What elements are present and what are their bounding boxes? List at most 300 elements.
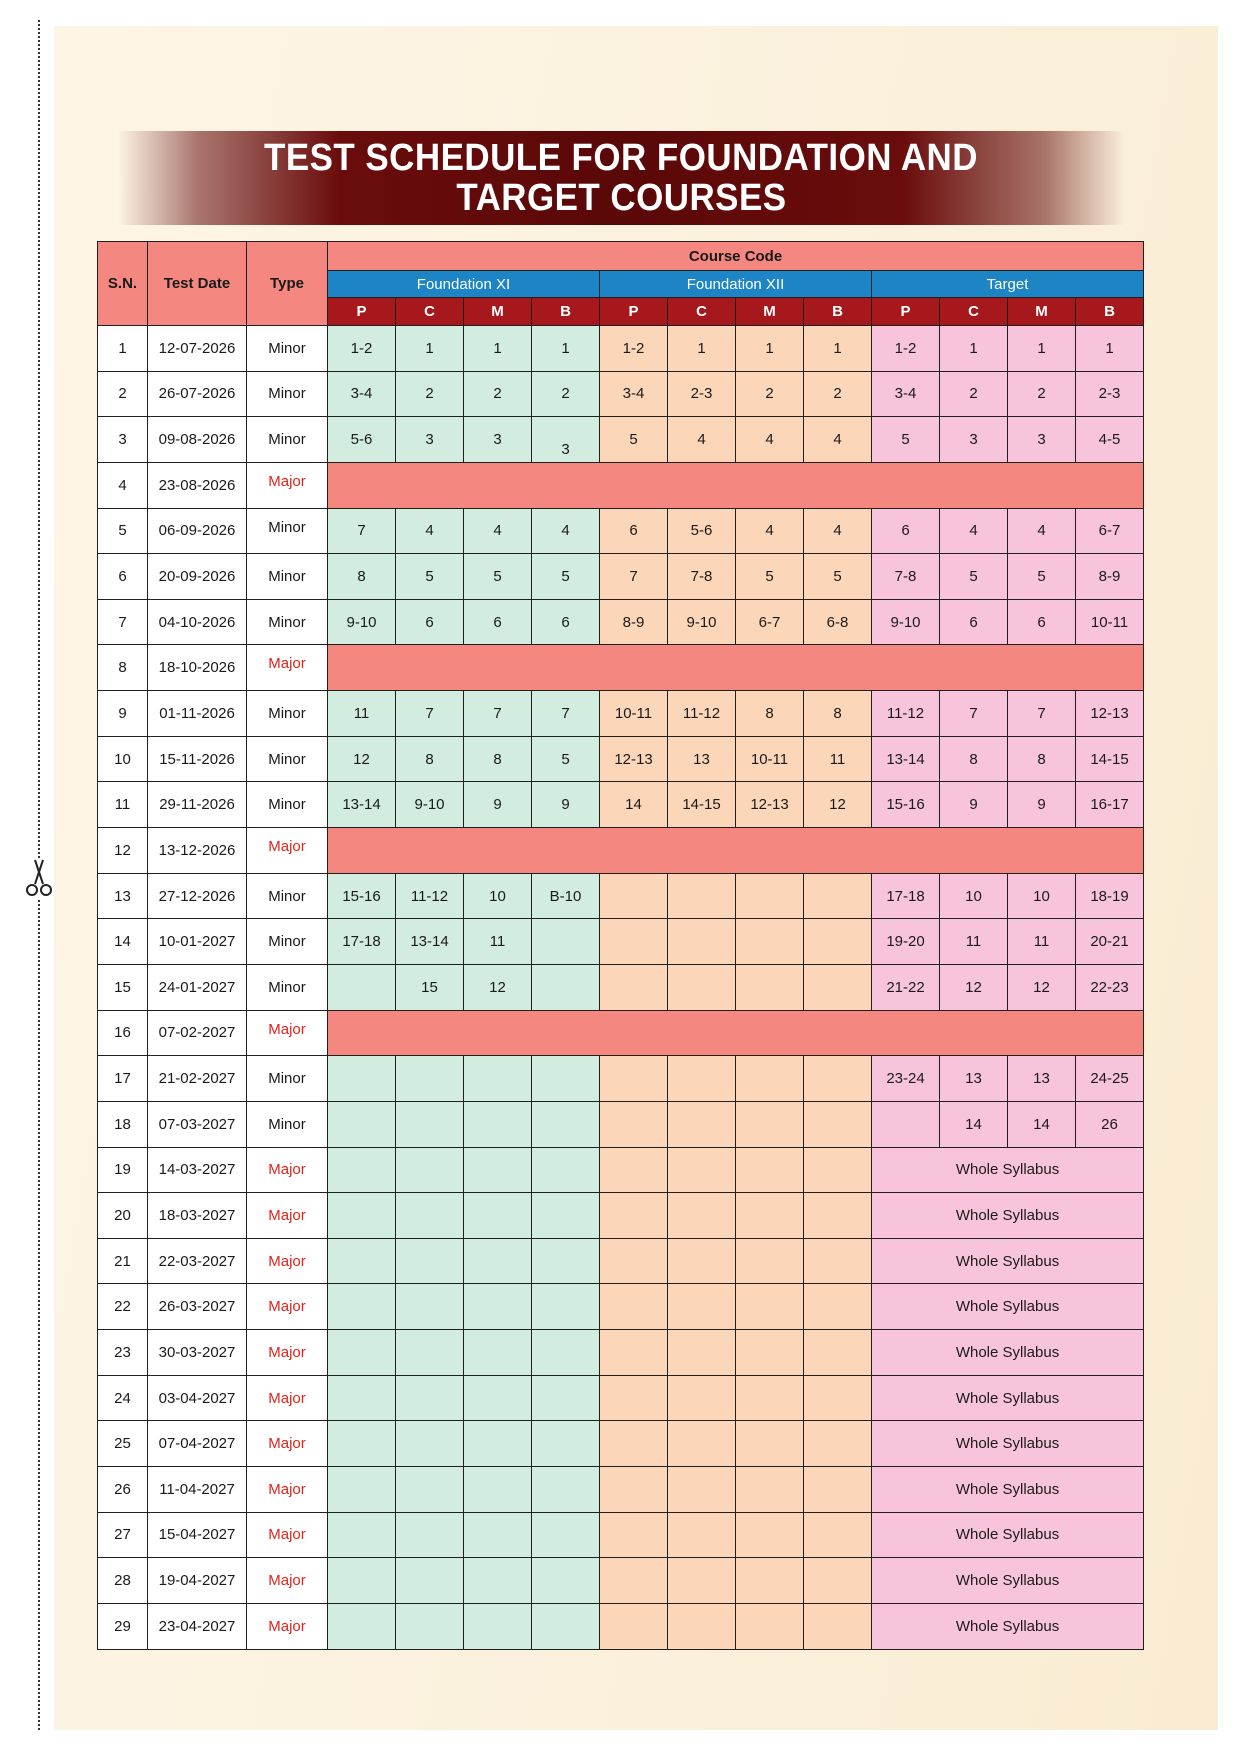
cell-type: Major: [247, 1603, 328, 1649]
cell-course-code: [532, 1421, 600, 1467]
header-subject: M: [736, 298, 804, 326]
cell-course-code: 14: [1008, 1101, 1076, 1147]
cell-test-date: 26-03-2027: [148, 1284, 247, 1330]
cell-course-code: 15-16: [872, 782, 940, 828]
cell-sn: 12: [98, 828, 148, 874]
cell-whole-syllabus: Whole Syllabus: [872, 1147, 1144, 1193]
cell-course-code: [532, 1238, 600, 1284]
cell-course-code: 6-7: [1076, 508, 1144, 554]
cell-course-code: 9: [532, 782, 600, 828]
cell-type: Minor: [247, 599, 328, 645]
cell-test-date: 26-07-2026: [148, 371, 247, 417]
cell-course-code: 11-12: [396, 873, 464, 919]
header-subject: P: [328, 298, 396, 326]
cell-course-code: 21-22: [872, 964, 940, 1010]
cell-course-code: [396, 1467, 464, 1513]
cell-course-code: 3: [940, 417, 1008, 463]
cell-course-code: 6-7: [736, 599, 804, 645]
cell-course-code: [736, 1284, 804, 1330]
header-test-date: Test Date: [148, 242, 247, 326]
cell-course-code: 5: [872, 417, 940, 463]
table-row: [98, 1603, 1144, 1649]
cell-course-code: [532, 1558, 600, 1604]
cell-course-code: 1: [940, 326, 1008, 372]
cell-course-code: [532, 1056, 600, 1102]
cell-course-code: [396, 1147, 464, 1193]
header-subject: C: [668, 298, 736, 326]
cell-type: Major: [247, 1467, 328, 1513]
cell-course-code: 26: [1076, 1101, 1144, 1147]
cell-test-date: 23-08-2026: [148, 462, 247, 508]
cell-course-code: 5: [600, 417, 668, 463]
cell-course-code: [804, 1193, 872, 1239]
cell-course-code: 15-16: [328, 873, 396, 919]
cell-course-code: 5: [464, 554, 532, 600]
cell-type: Minor: [247, 417, 328, 463]
table-row: [98, 599, 1144, 645]
cell-course-code: [328, 1375, 396, 1421]
cell-course-code: 8: [464, 736, 532, 782]
cell-course-code: 5: [1008, 554, 1076, 600]
cell-course-code: [600, 919, 668, 965]
cell-course-code: [396, 1238, 464, 1284]
cell-course-code: 9-10: [328, 599, 396, 645]
table-row: [98, 508, 1144, 554]
cell-sn: 10: [98, 736, 148, 782]
cell-course-code: [736, 1375, 804, 1421]
cell-course-code: [532, 919, 600, 965]
cell-course-code: [396, 1056, 464, 1102]
cell-course-code: [600, 873, 668, 919]
cell-type: Major: [247, 828, 328, 874]
cell-course-code: [532, 1193, 600, 1239]
cell-course-code: [464, 1147, 532, 1193]
cell-test-date: 09-08-2026: [148, 417, 247, 463]
cell-sn: 8: [98, 645, 148, 691]
cell-course-code: 4: [1008, 508, 1076, 554]
cell-test-date: 14-03-2027: [148, 1147, 247, 1193]
cell-type: Minor: [247, 873, 328, 919]
cell-course-code: 8: [328, 554, 396, 600]
cell-course-code: [600, 1284, 668, 1330]
cell-sn: 11: [98, 782, 148, 828]
cell-type: Major: [247, 1512, 328, 1558]
cell-course-code: 14-15: [668, 782, 736, 828]
cell-course-code: 4: [804, 417, 872, 463]
cell-course-code: 4: [736, 508, 804, 554]
cell-type: Major: [247, 1147, 328, 1193]
table-row: [98, 1010, 1144, 1056]
cell-course-code: 1: [736, 326, 804, 372]
table-row: [98, 919, 1144, 965]
cell-course-code: 10-11: [600, 691, 668, 737]
cell-course-code: [804, 1147, 872, 1193]
cell-course-code: 11: [1008, 919, 1076, 965]
cell-course-code: [804, 1238, 872, 1284]
cell-course-code: [804, 919, 872, 965]
cell-sn: 18: [98, 1101, 148, 1147]
cell-course-code: 9-10: [872, 599, 940, 645]
cell-course-code: 12: [1008, 964, 1076, 1010]
table-row: [98, 691, 1144, 737]
cell-course-code: 12: [464, 964, 532, 1010]
table-row: [98, 462, 1144, 508]
cell-course-code: [396, 1284, 464, 1330]
cell-course-code: [736, 1238, 804, 1284]
cell-test-date: 10-01-2027: [148, 919, 247, 965]
cell-course-code: 5: [804, 554, 872, 600]
page-title-line-2: TARGET COURSES: [455, 177, 787, 219]
header-course-code: Course Code: [328, 242, 1144, 271]
cell-course-code: 1: [464, 326, 532, 372]
cell-course-code: 11: [940, 919, 1008, 965]
cell-course-code: [532, 1101, 600, 1147]
cell-test-date: 03-04-2027: [148, 1375, 247, 1421]
cell-test-date: 20-09-2026: [148, 554, 247, 600]
cell-course-code: 23-24: [872, 1056, 940, 1102]
cell-course-code: [464, 1375, 532, 1421]
cell-course-code: [464, 1284, 532, 1330]
cell-course-code: [396, 1421, 464, 1467]
cell-course-code: [736, 964, 804, 1010]
cell-course-code: 2: [396, 371, 464, 417]
cell-course-code: [464, 1467, 532, 1513]
cell-type: Major: [247, 1421, 328, 1467]
cell-course-code: 8-9: [1076, 554, 1144, 600]
cell-sn: 3: [98, 417, 148, 463]
cell-course-code: [600, 1375, 668, 1421]
cell-type: Major: [247, 1375, 328, 1421]
cell-sn: 17: [98, 1056, 148, 1102]
cell-course-code: 13-14: [396, 919, 464, 965]
cell-course-code: [464, 1603, 532, 1649]
cell-course-code: 3: [1008, 417, 1076, 463]
cell-type: Major: [247, 1238, 328, 1284]
cell-sn: 25: [98, 1421, 148, 1467]
cell-type: Major: [247, 1284, 328, 1330]
cell-course-code: [328, 964, 396, 1010]
cell-course-code: [736, 1056, 804, 1102]
cell-course-code: 4: [940, 508, 1008, 554]
cell-course-code: 17-18: [872, 873, 940, 919]
cell-test-date: 11-04-2027: [148, 1467, 247, 1513]
cell-test-date: 21-02-2027: [148, 1056, 247, 1102]
cell-course-code: 8: [804, 691, 872, 737]
cell-course-code: [804, 1056, 872, 1102]
cell-course-code: [328, 1330, 396, 1376]
cell-course-code: [668, 1603, 736, 1649]
cell-course-code: [736, 919, 804, 965]
cell-course-code: [328, 1101, 396, 1147]
cell-course-code: 11: [328, 691, 396, 737]
cell-course-code: [328, 1238, 396, 1284]
cell-sn: 22: [98, 1284, 148, 1330]
cell-course-code: [804, 1284, 872, 1330]
cell-course-code: 6: [1008, 599, 1076, 645]
cell-whole-syllabus: Whole Syllabus: [872, 1375, 1144, 1421]
cell-course-code: 8: [736, 691, 804, 737]
cell-course-code: 22-23: [1076, 964, 1144, 1010]
table-row: [98, 326, 1144, 372]
cell-course-code: 1: [1076, 326, 1144, 372]
table-row: [98, 964, 1144, 1010]
cell-course-code: [464, 1421, 532, 1467]
cell-type: Major: [247, 1010, 328, 1056]
cell-course-code: [328, 1147, 396, 1193]
cell-course-code: 9: [464, 782, 532, 828]
cell-course-code: 6: [532, 599, 600, 645]
cell-test-date: 13-12-2026: [148, 828, 247, 874]
cell-course-code: B-10: [532, 873, 600, 919]
cell-course-code: 6: [464, 599, 532, 645]
cell-course-code: [464, 1330, 532, 1376]
scissors-icon: [24, 858, 54, 900]
cell-course-code: 4-5: [1076, 417, 1144, 463]
cell-course-code: 20-21: [1076, 919, 1144, 965]
cell-type: Minor: [247, 964, 328, 1010]
cell-course-code: 11: [804, 736, 872, 782]
cell-course-code: 17-18: [328, 919, 396, 965]
cell-course-code: [532, 1512, 600, 1558]
cell-course-code: 11-12: [668, 691, 736, 737]
cell-course-code: [600, 1421, 668, 1467]
cell-sn: 19: [98, 1147, 148, 1193]
table-row: [98, 1421, 1144, 1467]
cell-course-code: 5-6: [328, 417, 396, 463]
cell-course-code: [804, 1330, 872, 1376]
cell-course-code: 12-13: [600, 736, 668, 782]
cell-course-code: [600, 1603, 668, 1649]
cell-course-code: [668, 964, 736, 1010]
cell-course-code: [872, 1101, 940, 1147]
table-row: [98, 1147, 1144, 1193]
table-row: [98, 1193, 1144, 1239]
cell-whole-syllabus: Whole Syllabus: [872, 1238, 1144, 1284]
cell-course-code: [396, 1101, 464, 1147]
cell-course-code: 7: [532, 691, 600, 737]
cell-course-code: 6: [872, 508, 940, 554]
cell-course-code: [396, 1330, 464, 1376]
cell-course-code: [328, 1467, 396, 1513]
header-subject: B: [532, 298, 600, 326]
table-row: [98, 1467, 1144, 1513]
cell-course-code: [328, 1193, 396, 1239]
major-test-band: [328, 1010, 1144, 1056]
table-row: [98, 1558, 1144, 1604]
cell-course-code: 6-8: [804, 599, 872, 645]
cell-type: Minor: [247, 736, 328, 782]
cell-course-code: 12: [940, 964, 1008, 1010]
cell-course-code: 11: [464, 919, 532, 965]
cell-whole-syllabus: Whole Syllabus: [872, 1603, 1144, 1649]
cell-course-code: 7: [396, 691, 464, 737]
cell-course-code: [396, 1603, 464, 1649]
cell-course-code: [532, 1603, 600, 1649]
cell-course-code: [668, 1512, 736, 1558]
cell-course-code: [396, 1512, 464, 1558]
cell-course-code: 5: [940, 554, 1008, 600]
cell-course-code: 4: [804, 508, 872, 554]
title-band: [118, 131, 1124, 225]
cell-course-code: [668, 1147, 736, 1193]
table-row: [98, 417, 1144, 463]
test-schedule-table: [97, 241, 1144, 1650]
cell-whole-syllabus: Whole Syllabus: [872, 1467, 1144, 1513]
header-target: Target: [872, 271, 1144, 298]
cell-test-date: 07-04-2027: [148, 1421, 247, 1467]
cell-course-code: [668, 1193, 736, 1239]
cell-course-code: [600, 1558, 668, 1604]
table-row: [98, 371, 1144, 417]
cell-course-code: 9-10: [668, 599, 736, 645]
cell-course-code: 15: [396, 964, 464, 1010]
cell-course-code: 10: [1008, 873, 1076, 919]
header-subject: M: [1008, 298, 1076, 326]
cell-sn: 16: [98, 1010, 148, 1056]
cell-test-date: 18-10-2026: [148, 645, 247, 691]
cell-course-code: 1: [804, 326, 872, 372]
cell-course-code: 4: [464, 508, 532, 554]
cell-course-code: 12: [328, 736, 396, 782]
cell-sn: 26: [98, 1467, 148, 1513]
cell-course-code: [668, 1330, 736, 1376]
cell-course-code: 10-11: [736, 736, 804, 782]
cell-course-code: [736, 1193, 804, 1239]
cell-course-code: 10-11: [1076, 599, 1144, 645]
cell-course-code: [736, 1147, 804, 1193]
header-subject: C: [940, 298, 1008, 326]
cell-test-date: 06-09-2026: [148, 508, 247, 554]
cell-sn: 9: [98, 691, 148, 737]
cell-course-code: [600, 1330, 668, 1376]
cell-course-code: 7-8: [668, 554, 736, 600]
cell-course-code: [328, 1558, 396, 1604]
cell-course-code: 3: [396, 417, 464, 463]
cell-type: Minor: [247, 1101, 328, 1147]
cell-sn: 1: [98, 326, 148, 372]
cell-test-date: 23-04-2027: [148, 1603, 247, 1649]
cell-course-code: [736, 1421, 804, 1467]
cell-course-code: [736, 1101, 804, 1147]
cell-course-code: 12: [804, 782, 872, 828]
cell-test-date: 15-11-2026: [148, 736, 247, 782]
cell-course-code: [668, 1056, 736, 1102]
header-subject: M: [464, 298, 532, 326]
cell-sn: 6: [98, 554, 148, 600]
cell-course-code: 10: [464, 873, 532, 919]
cell-test-date: 19-04-2027: [148, 1558, 247, 1604]
table-row: [98, 736, 1144, 782]
cell-test-date: 27-12-2026: [148, 873, 247, 919]
table-row: [98, 554, 1144, 600]
cell-course-code: 5: [396, 554, 464, 600]
cell-course-code: 4: [736, 417, 804, 463]
cell-course-code: 2: [736, 371, 804, 417]
cell-course-code: [328, 1056, 396, 1102]
cell-course-code: [600, 1512, 668, 1558]
table-row: [98, 1056, 1144, 1102]
cell-test-date: 18-03-2027: [148, 1193, 247, 1239]
cell-sn: 15: [98, 964, 148, 1010]
cell-type: Minor: [247, 554, 328, 600]
cell-test-date: 04-10-2026: [148, 599, 247, 645]
cell-type: Minor: [247, 691, 328, 737]
cell-course-code: [532, 1467, 600, 1513]
cell-test-date: 22-03-2027: [148, 1238, 247, 1284]
cell-course-code: [328, 1512, 396, 1558]
cell-course-code: [396, 1193, 464, 1239]
table-row: [98, 1375, 1144, 1421]
cell-test-date: 30-03-2027: [148, 1330, 247, 1376]
cell-course-code: [668, 1375, 736, 1421]
cell-course-code: 7: [328, 508, 396, 554]
cell-course-code: 3-4: [872, 371, 940, 417]
cell-type: Major: [247, 462, 328, 508]
cell-type: Major: [247, 1558, 328, 1604]
cell-course-code: [668, 919, 736, 965]
cell-course-code: 7: [1008, 691, 1076, 737]
cell-course-code: [804, 873, 872, 919]
cell-type: Minor: [247, 919, 328, 965]
cell-course-code: [668, 1101, 736, 1147]
cell-course-code: 12-13: [1076, 691, 1144, 737]
cell-course-code: [736, 1467, 804, 1513]
cell-course-code: [804, 1603, 872, 1649]
cell-course-code: 9-10: [396, 782, 464, 828]
cell-course-code: [464, 1512, 532, 1558]
table-row: [98, 1330, 1144, 1376]
cell-sn: 13: [98, 873, 148, 919]
cell-course-code: [736, 1603, 804, 1649]
cell-course-code: 8: [1008, 736, 1076, 782]
cell-course-code: [464, 1193, 532, 1239]
cell-course-code: [668, 1238, 736, 1284]
cell-whole-syllabus: Whole Syllabus: [872, 1421, 1144, 1467]
header-subject: B: [1076, 298, 1144, 326]
cell-course-code: [668, 1558, 736, 1604]
cell-sn: 27: [98, 1512, 148, 1558]
cell-course-code: [532, 1375, 600, 1421]
cell-course-code: 2-3: [668, 371, 736, 417]
cell-test-date: 01-11-2026: [148, 691, 247, 737]
cell-course-code: [668, 1467, 736, 1513]
cell-course-code: 6: [940, 599, 1008, 645]
cell-course-code: 3: [464, 417, 532, 463]
cell-course-code: [804, 1421, 872, 1467]
cell-course-code: [804, 1467, 872, 1513]
cell-course-code: 1: [1008, 326, 1076, 372]
cell-course-code: [736, 1330, 804, 1376]
page-title-line-1: TEST SCHEDULE FOR FOUNDATION AND: [264, 137, 978, 179]
cell-type: Major: [247, 1193, 328, 1239]
table-row: [98, 1284, 1144, 1330]
cell-course-code: [396, 1558, 464, 1604]
cell-type: Minor: [247, 326, 328, 372]
cell-test-date: 07-03-2027: [148, 1101, 247, 1147]
cell-course-code: [736, 1512, 804, 1558]
cell-course-code: 16-17: [1076, 782, 1144, 828]
cell-course-code: [600, 1193, 668, 1239]
cell-type: Major: [247, 1330, 328, 1376]
cell-sn: 7: [98, 599, 148, 645]
cell-course-code: 8: [940, 736, 1008, 782]
header-subject: P: [872, 298, 940, 326]
table-row: [98, 828, 1144, 874]
cell-sn: 20: [98, 1193, 148, 1239]
table-row: [98, 645, 1144, 691]
table-row: [98, 873, 1144, 919]
cell-course-code: 18-19: [1076, 873, 1144, 919]
